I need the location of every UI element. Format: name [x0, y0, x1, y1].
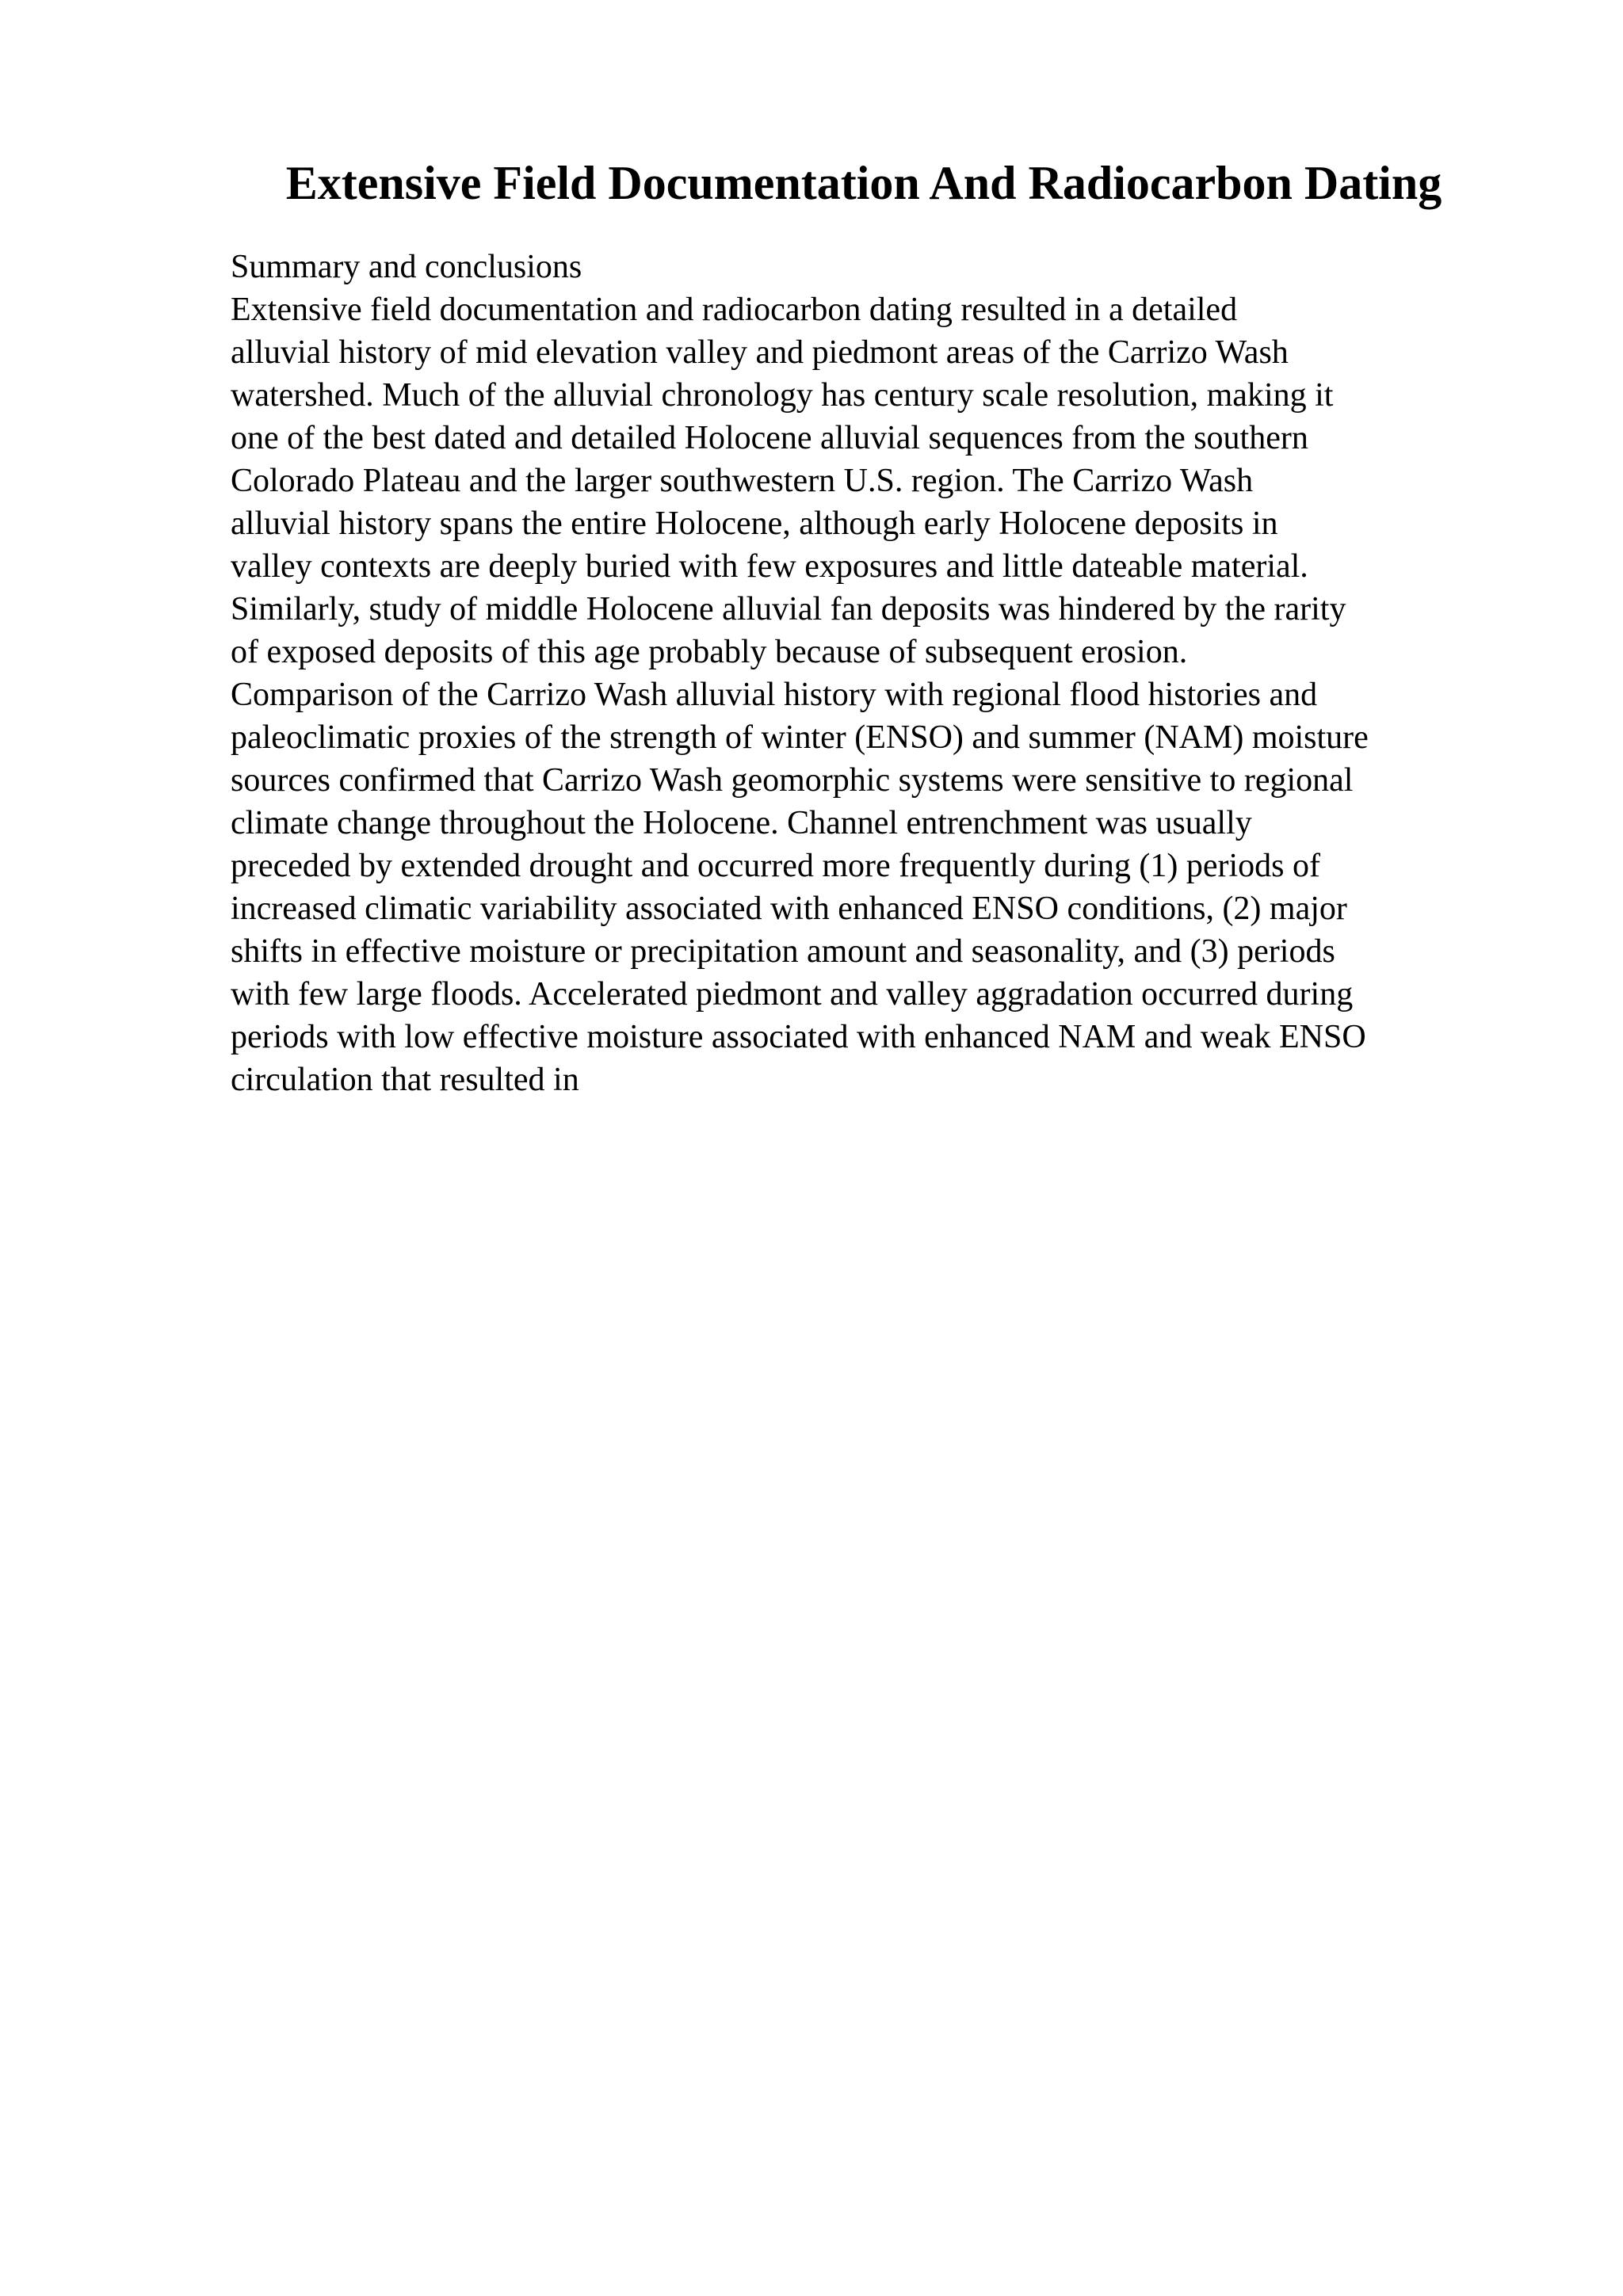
paragraph-line: increased climatic variability associated with enhanced ENSO conditions, (2) major: [231, 891, 1347, 927]
paragraph-line: climate change throughout the Holocene. Channel entrenchment was usually: [231, 805, 1252, 841]
paragraph-line: paleoclimatic proxies of the strength of winter (ENSO) and summer (NAM) moisture: [231, 719, 1369, 756]
paragraph-line: Extensive field documentation and radiocarbon dating resulted in a detailed: [231, 292, 1238, 328]
paragraph-line: Similarly, study of middle Holocene alluvial fan deposits was hindered by the rarity: [231, 591, 1346, 627]
paragraph-line: with few large floods. Accelerated piedmont and valley aggradation occurred during: [231, 976, 1354, 1013]
paragraph-line: alluvial history of mid elevation valley and piedmont areas of the Carrizo Wash: [231, 334, 1289, 371]
paragraph-line: sources confirmed that Carrizo Wash geomorphic systems were sensitive to regional: [231, 762, 1354, 799]
paragraph-line: preceded by extended drought and occurred more frequently during (1) periods of: [231, 848, 1320, 884]
paragraph-line: Colorado Plateau and the larger southwestern U.S. region. The Carrizo Wash: [231, 463, 1254, 499]
section-heading: Summary and conclusions: [231, 249, 582, 285]
page-title: Extensive Field Documentation And Radiocarbon Dating: [285, 157, 1442, 209]
paragraph-line: alluvial history spans the entire Holocene, although early Holocene deposits in: [231, 505, 1278, 542]
paragraph-line: circulation that resulted in: [231, 1062, 579, 1098]
paragraph-line: valley contexts are deeply buried with few exposures and little dateable material.: [231, 548, 1308, 585]
paragraph-line: of exposed deposits of this age probably because of subsequent erosion.: [231, 634, 1188, 670]
paragraph-line: Comparison of the Carrizo Wash alluvial history with regional flood histories and: [231, 677, 1318, 713]
paragraph-line: watershed. Much of the alluvial chronology has century scale resolution, making it: [231, 377, 1334, 414]
paragraph-line: one of the best dated and detailed Holocene alluvial sequences from the southern: [231, 420, 1308, 456]
paragraph-line: shifts in effective moisture or precipitation amount and seasonality, and (3) periods: [231, 933, 1335, 970]
paragraph-line: periods with low effective moisture associated with enhanced NAM and weak ENSO: [231, 1019, 1366, 1055]
document-body: [231, 246, 1538, 1101]
